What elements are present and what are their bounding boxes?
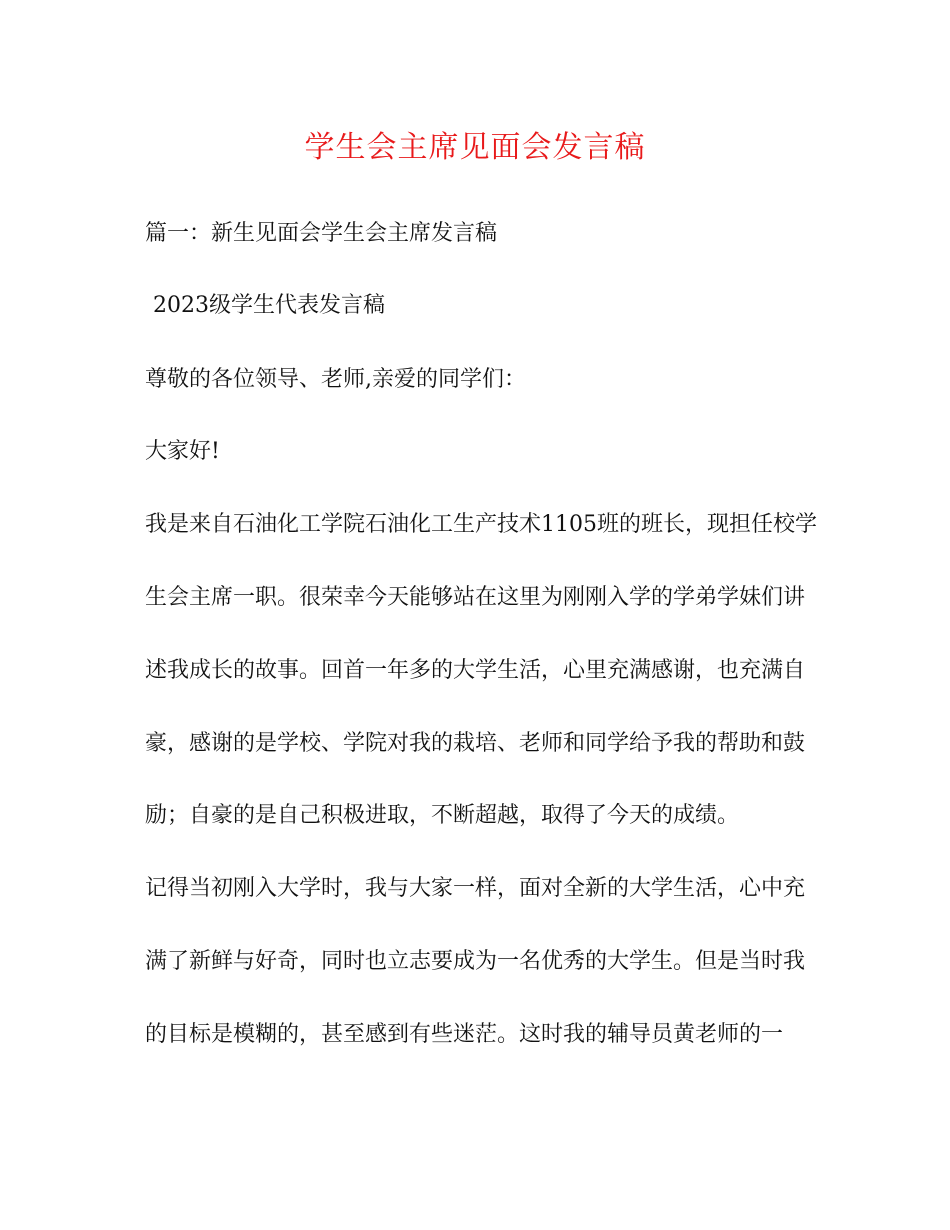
paragraph-line: 豪，感谢的是学校、学院对我的栽培、老师和同学给予我的帮助和鼓: [145, 731, 806, 756]
subheading: 2023级学生代表发言稿: [153, 293, 385, 318]
paragraph-line: 的目标是模糊的，甚至感到有些迷茫。这时我的辅导员黄老师的一: [145, 1022, 784, 1047]
section-heading: 篇一：新生见面会学生会主席发言稿: [145, 221, 498, 246]
paragraph-line: 励；自豪的是自己积极进取，不断超越，取得了今天的成绩。: [145, 803, 740, 828]
paragraph-line: 述我成长的故事。回首一年多的大学生活，心里充满感谢，也充满自: [145, 658, 806, 683]
document-title: 学生会主席见面会发言稿: [304, 130, 646, 165]
paragraph-line: 满了新鲜与好奇，同时也立志要成为一名优秀的大学生。但是当时我: [145, 949, 806, 974]
paragraph-line: 记得当初刚入大学时，我与大家一样，面对全新的大学生活，心中充: [145, 876, 806, 901]
paragraph-line: 我是来自石油化工学院石油化工生产技术1105班的班长，现担任校学: [145, 512, 817, 537]
greeting: 大家好!: [145, 439, 220, 464]
salutation: 尊敬的各位领导、老师,亲爱的同学们：: [145, 367, 526, 392]
paragraph-line: 生会主席一职。很荣幸今天能够站在这里为刚刚入学的学弟学妹们讲: [145, 585, 806, 610]
